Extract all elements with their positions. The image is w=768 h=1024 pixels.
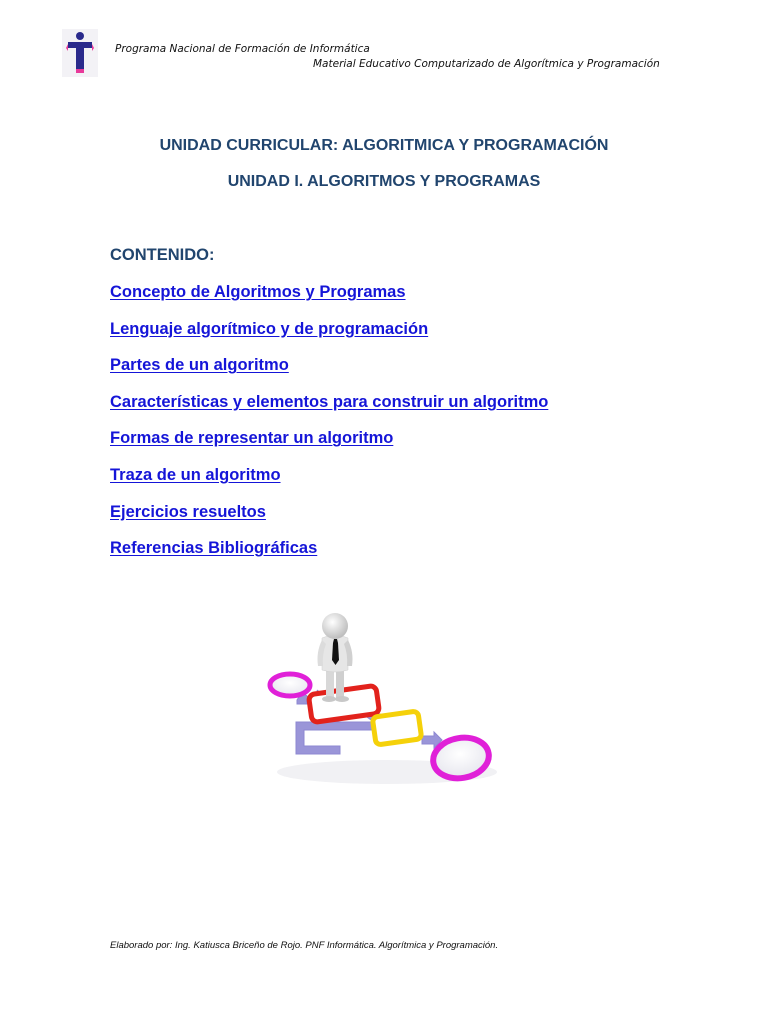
toc-link-partes[interactable]: Partes de un algoritmo <box>110 356 289 375</box>
list-item <box>110 356 548 393</box>
toc-link-caracteristicas[interactable]: Características y elementos para construir un algoritmo <box>110 392 549 411</box>
program-name: Programa Nacional de Formación de Informática <box>115 43 370 55</box>
university-logo-icon <box>62 29 98 77</box>
toc-link-formas[interactable]: Formas de representar un algoritmo <box>110 429 394 448</box>
list-item <box>110 466 548 503</box>
decision-box-shape <box>372 711 421 745</box>
footer-credit: Elaborado por: Ing. Katiusca Briceño de Rojo. PNF Informática. Algorítmica y Programación. <box>110 940 499 951</box>
list-item <box>110 320 548 357</box>
table-of-contents <box>110 283 548 576</box>
flowchart-person-illustration <box>262 612 512 792</box>
toc-link-concepto[interactable]: Concepto de Algoritmos y Programas <box>110 283 406 301</box>
start-oval-shape <box>270 674 310 696</box>
material-name: Material Educativo Computarizado de Algorítmica y Programación <box>313 58 660 70</box>
unit-title: UNIDAD I. ALGORITMOS Y PROGRAMAS <box>227 173 541 190</box>
toc-link-lenguaje[interactable]: Lenguaje algorítmico y de programación <box>110 319 429 338</box>
contents-heading: CONTENIDO: <box>110 246 215 264</box>
toc-link-traza[interactable]: Traza de un algoritmo <box>110 465 281 484</box>
curricular-unit-title: UNIDAD CURRICULAR: ALGORITMICA Y PROGRAMACIÓN <box>159 137 609 154</box>
toc-link-ejercicios[interactable]: Ejercicios resueltos <box>110 502 266 521</box>
list-item <box>110 429 548 466</box>
list-item <box>110 283 548 320</box>
list-item <box>110 503 548 540</box>
list-item <box>110 539 548 576</box>
list-item <box>110 393 548 430</box>
toc-link-referencias[interactable]: Referencias Bibliográficas <box>110 539 318 558</box>
